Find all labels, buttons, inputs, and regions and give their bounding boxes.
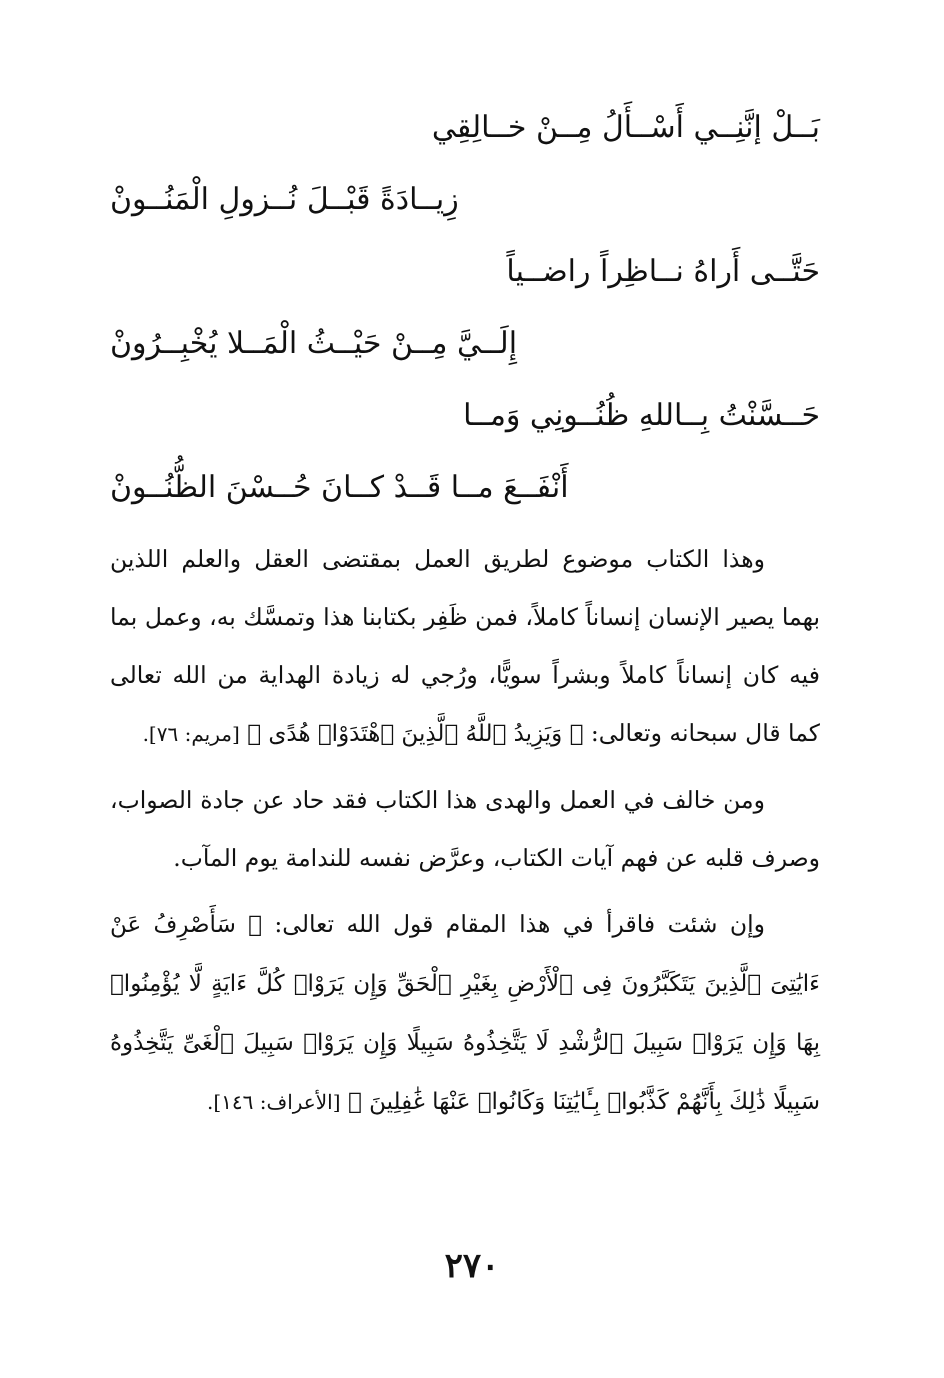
poem-verse-5: حَــسَّنْتُ بِــاللهِ ظُنُــونِي وَمــا	[463, 398, 820, 433]
page-number: ٢٧٠	[444, 1246, 500, 1286]
poem-verse-2: زِيــادَةً قَبْــلَ نُــزولِ الْمَنُــونْ	[110, 182, 459, 217]
paragraph-1	[110, 530, 820, 763]
paragraph-3	[110, 895, 820, 1131]
quran-quote-1: ﴿ وَيَزِيدُ ٱللَّهُ ٱلَّذِينَ ٱهْتَدَوْا۟ هُدًى ﴾	[247, 721, 584, 747]
poem	[110, 92, 820, 524]
poem-verse-1: بَــلْ إنَّنِــي أَسْــأَلُ مِــنْ خــالِقِي	[431, 110, 820, 145]
paragraph-1-text: وهذا الكتاب موضوع لطريق العمل بمقتضى العقل والعلم اللذين بهما يصير الإنسان إنساناً كاملاً، فمن ظَفِر بكتابنا هذا وتمسَّك به، وعمل بما فيه كان إنساناً كاملاً وبشراً سويًّا، ورُجي له زيادة الهداية من الله تعالى كما قال سبحانه وتعالى:	[110, 545, 820, 747]
paragraph-2	[110, 771, 820, 887]
paragraph-2-text: ومن خالف في العمل والهدى هذا الكتاب فقد حاد عن جادة الصواب، وصرف قلبه عن فهم آيات الكتاب، وعرَّض نفسه للندامة يوم المآب.	[110, 786, 820, 872]
poem-verse-4: إِلَــيَّ مِــنْ حَيْــثُ الْمَــلا يُخْبِــرُونْ	[110, 326, 518, 361]
quran-reference-2: [الأعراف: ١٤٦].	[206, 1090, 341, 1114]
poem-verse-3: حَتَّــى أَراهُ نــاظِراً راضــياً	[506, 254, 820, 289]
prose-body	[110, 530, 820, 1139]
paragraph-3-text: وإن شئت فاقرأ في هذا المقام قول الله تعالى:	[274, 910, 765, 938]
quran-quote-2: ﴿ سَأَصْرِفُ عَنْ ءَايَٰتِىَ ٱلَّذِينَ يَتَكَبَّرُونَ فِى ٱلْأَرْضِ بِغَيْرِ ٱلْحَقِّ وَإِن يَرَوْا۟ كُلَّ ءَايَةٍ لَّا يُؤْمِنُوا۟ بِهَا وَإِن يَرَوْا۟ سَبِيلَ ٱلرُّشْدِ لَا يَتَّخِذُوهُ سَبِيلًا وَإِن يَرَوْا۟ سَبِيلَ ٱلْغَىِّ يَتَّخِذُوهُ سَبِيلًا ذَٰلِكَ بِأَنَّهُمْ كَذَّبُوا۟ بِـَٔايَٰتِنَا وَكَانُوا۟ عَنْهَا غَٰفِلِينَ ﴾	[110, 912, 820, 1115]
poem-verse-6: أَنْفَــعَ مــا قَــدْ كــانَ حُــسْنَ الظُّنُــونْ	[110, 470, 569, 505]
quran-reference-1: [مريم: ٧٦].	[142, 722, 240, 746]
